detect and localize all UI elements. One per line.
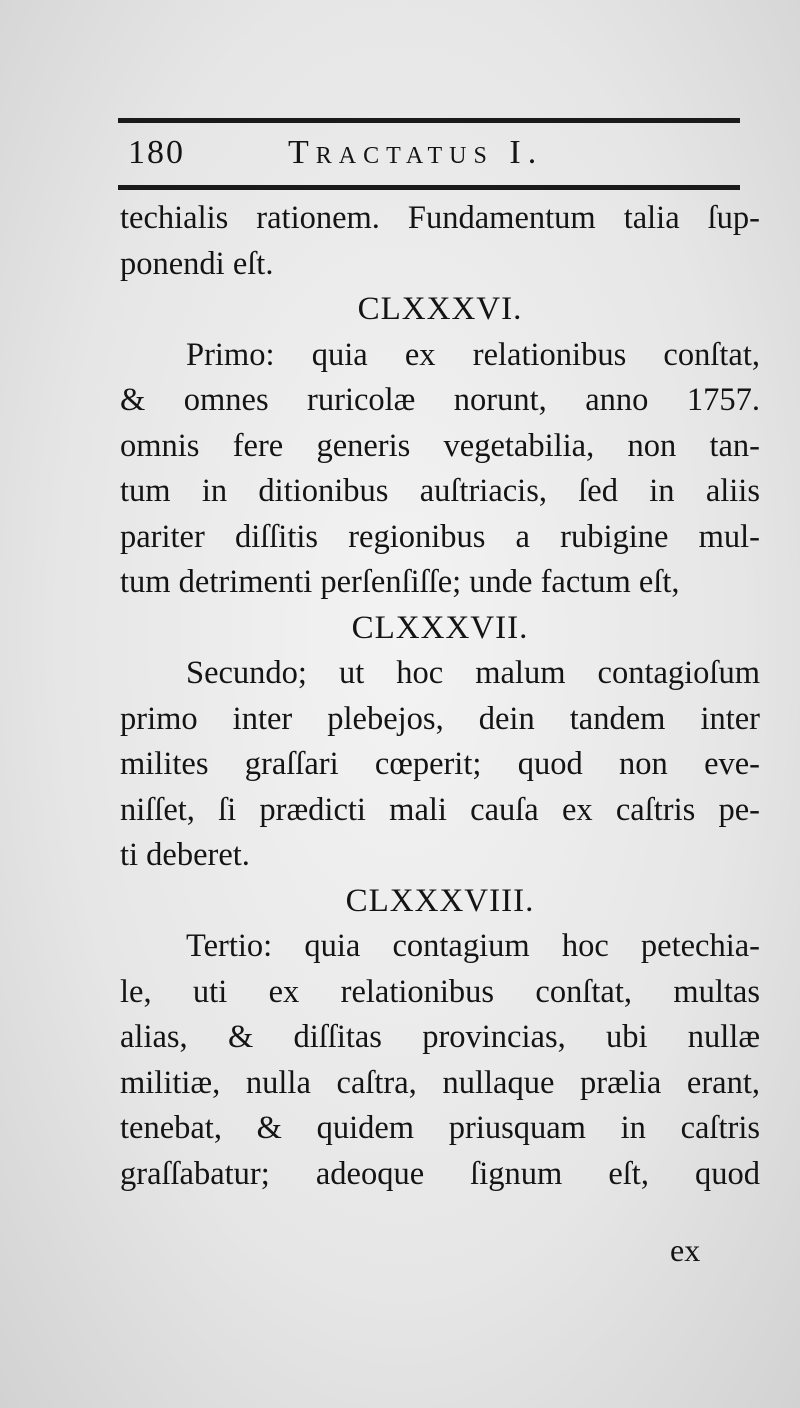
running-head: Tractatus I. xyxy=(288,134,544,171)
text-line: omnis fere generis vegetabilia, non tan- xyxy=(120,427,760,464)
text-line: le, uti ex relationibus conſtat, multas xyxy=(120,973,760,1010)
text-line: Tertio: quia contagium hoc petechia- xyxy=(186,928,760,964)
text-line: graſſabatur; adeoque ſignum eſt, quod xyxy=(120,1155,760,1192)
section-187 xyxy=(120,606,760,879)
header-bottom-rule xyxy=(118,185,740,190)
text-line: militiæ, nulla caſtra, nullaque prælia erant, xyxy=(120,1064,760,1101)
section-heading: CLXXXVIII. xyxy=(345,882,535,919)
text-line: alias, & diſſitas provincias, ubi nullæ xyxy=(120,1019,760,1055)
page-number: 180 xyxy=(128,134,185,171)
text-line: milites graſſari cœperit; quod non eve- xyxy=(120,746,760,782)
text-line: & omnes ruricolæ norunt, anno 1757. xyxy=(120,382,760,418)
text-line: techialis rationem. Fundamentum talia ſup- xyxy=(120,200,760,236)
text-line: tum in ditionibus auſtriacis, ſed in aliis xyxy=(120,473,760,509)
text-line: primo inter plebejos, dein tandem inter xyxy=(120,700,760,737)
text-line: pariter diſſitis regionibus a rubigine mul- xyxy=(120,518,760,555)
catchword: ex xyxy=(670,1232,701,1268)
text-line: ti deberet. xyxy=(120,837,250,873)
section-188 xyxy=(120,879,760,1198)
text-line: Secundo; ut hoc malum contagioſum xyxy=(186,655,760,691)
text-line: tum detrimenti perſenſiſſe; unde factum eſt, xyxy=(120,564,680,600)
header-top-rule xyxy=(118,118,740,123)
section-intro xyxy=(120,196,760,287)
section-heading: CLXXXVII. xyxy=(351,609,529,646)
text-line: ponendi eſt. xyxy=(120,245,274,282)
section-heading: CLXXXVI. xyxy=(357,291,523,327)
section-186 xyxy=(120,287,760,606)
page-header xyxy=(120,128,740,178)
body-text xyxy=(120,196,760,1197)
text-line: Primo: quia ex relationibus conſtat, xyxy=(186,336,760,373)
text-line: niſſet, ſi prædicti mali cauſa ex caſtris pe- xyxy=(120,791,760,828)
text-line: tenebat, & quidem priusquam in caſtris xyxy=(120,1110,760,1146)
